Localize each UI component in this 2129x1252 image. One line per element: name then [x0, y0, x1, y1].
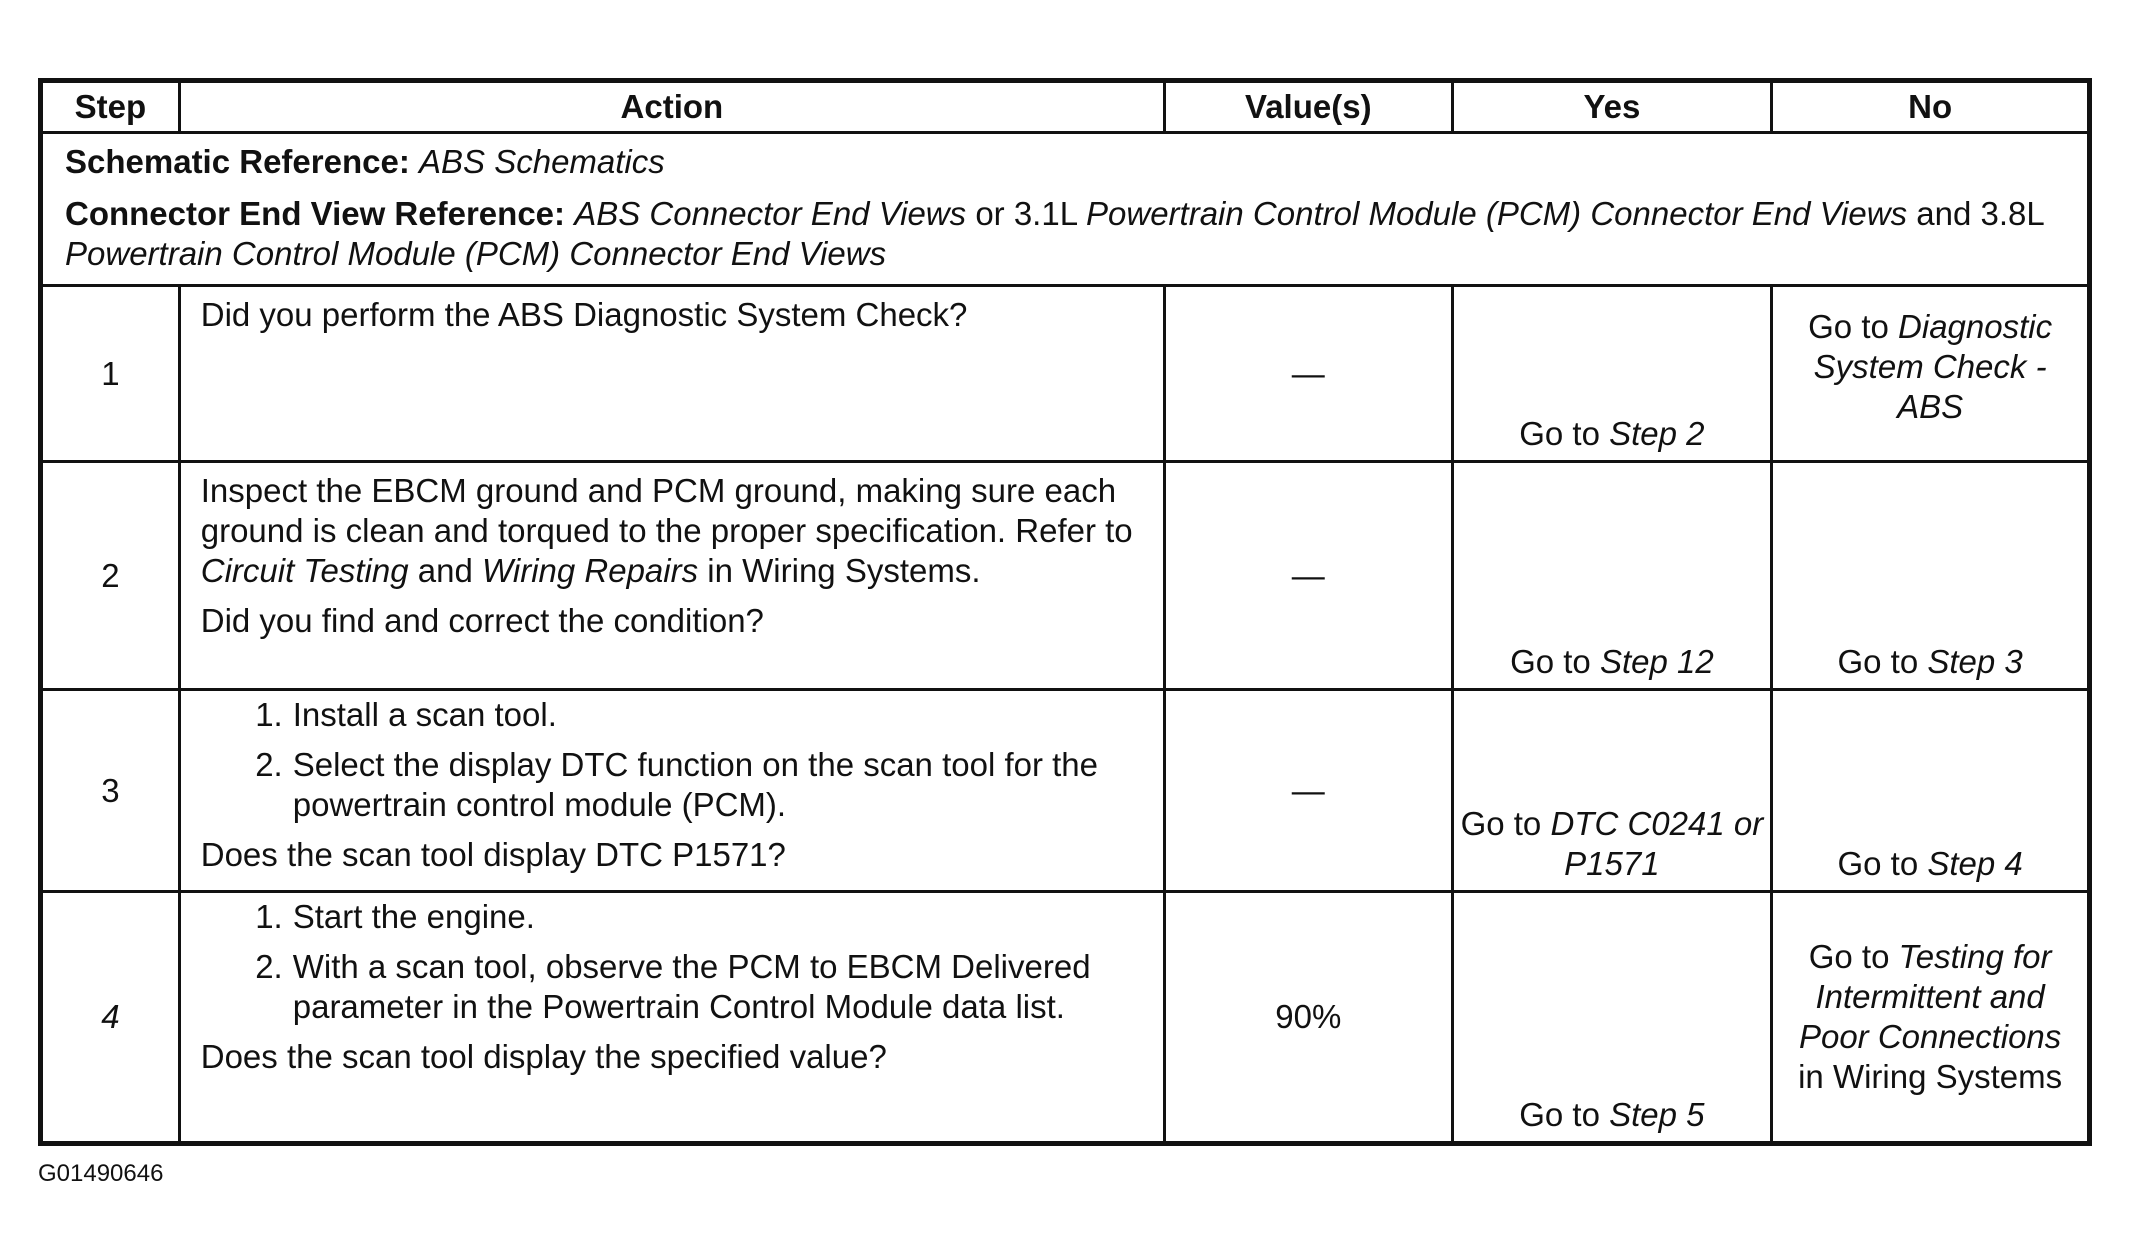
diagnostic-table: [38, 78, 2092, 1146]
list-item-text: Install a scan tool.: [292, 696, 557, 733]
connector-link-pcm-38[interactable]: Powertrain Control Module (PCM) Connector End Views: [65, 235, 887, 272]
yes-link[interactable]: Step 12: [1599, 643, 1714, 680]
table-row: [41, 690, 2090, 892]
list-item: 2. Select the display DTC function on the scan tool for the powertrain control module (PCM).: [201, 745, 1143, 825]
action-question: Did you find and correct the condition?: [200, 602, 764, 639]
connector-link-pcm-31[interactable]: Powertrain Control Module (PCM) Connector End Views: [1086, 195, 1908, 232]
yes-link[interactable]: Step 2: [1609, 415, 1705, 452]
no-link[interactable]: Diagnostic System Check - ABS: [1813, 307, 2053, 425]
list-item-text: Start the engine.: [292, 898, 535, 935]
circuit-testing-link[interactable]: Circuit Testing: [200, 552, 409, 589]
figure-id: G01490646: [38, 1160, 164, 1187]
instruction-and: and: [417, 552, 473, 589]
yes-cell: [1452, 690, 1772, 892]
table-row: [41, 462, 2090, 690]
action-cell: [179, 892, 1164, 1144]
schematic-link[interactable]: ABS Schematics: [419, 143, 665, 180]
connector-reference: [65, 194, 2065, 274]
header-values: Value(s): [1165, 81, 1453, 133]
step-number: 4: [41, 892, 180, 1144]
step-number: 1: [41, 286, 180, 462]
action-instruction: [201, 471, 1143, 591]
no-cell: [1772, 690, 2090, 892]
action-question: Does the scan tool display the specified value?: [200, 1038, 887, 1075]
yes-link[interactable]: DTC C0241 or P1571: [1550, 805, 1764, 882]
no-prefix: Go to: [1808, 938, 1890, 975]
table-row: [41, 286, 2090, 462]
header-row: [41, 81, 2090, 133]
list-item-text: With a scan tool, observe the PCM to EBCM Delivered parameter in the Powertrain Control Module data list.: [292, 948, 1091, 1025]
schematic-reference: [65, 142, 2065, 182]
action-cell: [179, 462, 1164, 690]
yes-link[interactable]: Step 5: [1609, 1096, 1705, 1133]
value-cell: —: [1165, 286, 1453, 462]
instruction-tail: in Wiring Systems.: [707, 552, 981, 589]
table-row: [41, 892, 2090, 1144]
header-step: Step: [41, 81, 180, 133]
connector-link-abs[interactable]: ABS Connector End Views: [574, 195, 967, 232]
step-number: 3: [41, 690, 180, 892]
connector-and-text: and 3.8L: [1916, 195, 2044, 232]
reference-cell: [41, 133, 2090, 286]
no-link[interactable]: Testing for Intermittent and Poor Connections: [1798, 938, 2062, 1055]
no-link[interactable]: Step 3: [1927, 643, 2023, 680]
no-suffix: in Wiring Systems: [1798, 1058, 2063, 1095]
wiring-repairs-link[interactable]: Wiring Repairs: [482, 552, 699, 589]
yes-prefix: Go to: [1510, 643, 1591, 680]
value-cell: —: [1165, 690, 1453, 892]
no-cell: [1772, 892, 2090, 1144]
action-question: Does the scan tool display DTC P1571?: [200, 836, 786, 873]
connector-or-text: or 3.1L: [975, 195, 1077, 232]
no-prefix: Go to: [1837, 845, 1919, 882]
yes-cell: [1452, 892, 1772, 1144]
no-cell: [1772, 286, 2090, 462]
step-number: 2: [41, 462, 180, 690]
yes-prefix: Go to: [1519, 1096, 1600, 1133]
value-cell: —: [1165, 462, 1453, 690]
action-cell: [179, 690, 1164, 892]
list-item: 2. With a scan tool, observe the PCM to EBCM Delivered parameter in the Powertrain Control Module data list.: [201, 947, 1143, 1027]
yes-cell: [1452, 286, 1772, 462]
no-cell: [1772, 462, 2090, 690]
list-item: 1. Start the engine.: [255, 898, 535, 935]
header-yes: Yes: [1452, 81, 1772, 133]
value-cell: 90%: [1165, 892, 1453, 1144]
action-cell: [179, 286, 1164, 462]
header-no: No: [1772, 81, 2090, 133]
list-item: 1. Install a scan tool.: [255, 696, 557, 733]
yes-prefix: Go to: [1519, 415, 1600, 452]
schematic-label: Schematic Reference:: [65, 143, 410, 180]
action-list: [201, 897, 1143, 1027]
no-link[interactable]: Step 4: [1927, 845, 2023, 882]
no-prefix: Go to: [1837, 643, 1919, 680]
list-item-text: Select the display DTC function on the scan tool for the powertrain control module (PCM).: [292, 746, 1099, 823]
yes-prefix: Go to: [1460, 805, 1542, 842]
reference-row: [41, 133, 2090, 286]
no-prefix: Go to: [1808, 307, 1889, 345]
connector-label: Connector End View Reference:: [65, 195, 566, 232]
header-action: Action: [179, 81, 1164, 133]
instruction-text: Inspect the EBCM ground and PCM ground, making sure each ground is clean and torqued to the proper specification. Refer to: [200, 472, 1133, 549]
action-question: Did you perform the ABS Diagnostic System Check?: [200, 296, 968, 333]
action-list: [201, 695, 1143, 825]
yes-cell: [1452, 462, 1772, 690]
